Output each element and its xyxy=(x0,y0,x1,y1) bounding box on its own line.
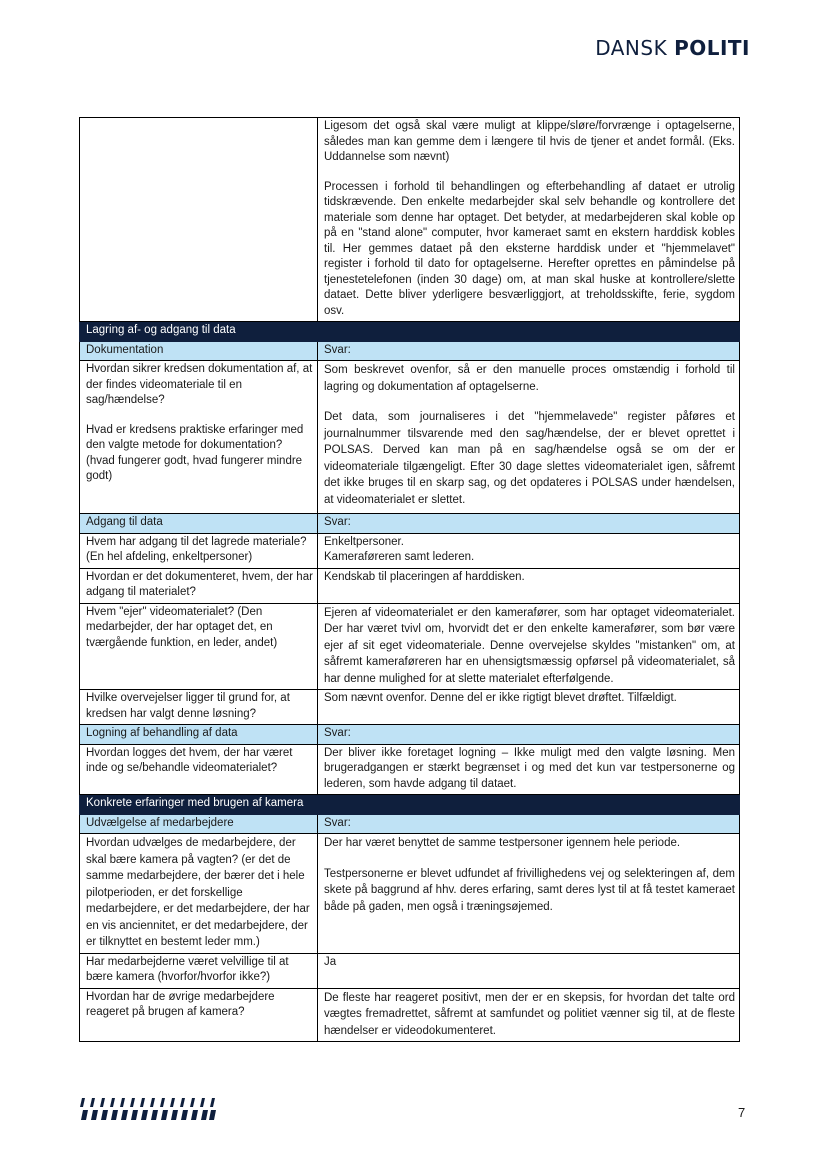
question-text: Hvordan sikrer kredsen dokumentation af, at der findes videomateriale til en sag/hændelse? xyxy=(86,363,313,406)
answer-cell xyxy=(318,834,740,954)
svar-label: Svar: xyxy=(318,725,740,745)
answer-cell xyxy=(318,533,740,568)
table-row xyxy=(80,118,740,322)
question-cell: Hvem har adgang til det lagrede materiale? (En hel afdeling, enkeltpersoner) xyxy=(80,533,318,568)
section-header-row xyxy=(80,795,740,815)
table-row xyxy=(80,953,740,988)
page-number: 7 xyxy=(738,1105,746,1120)
answer-cell: Som nævnt ovenfor. Denne del er ikke rigtigt blevet drøftet. Tilfældigt. xyxy=(318,690,740,725)
table-row xyxy=(80,988,740,1042)
question-cell: Har medarbejderne været velvillige til at bære kamera (hvorfor/hvorfor ikke?) xyxy=(80,953,318,988)
subheading-documentation: Dokumentation xyxy=(80,341,318,361)
subheader-row xyxy=(80,341,740,361)
section-header-row xyxy=(80,322,740,342)
answer-text: Enkeltpersoner. xyxy=(324,535,404,548)
question-cell: Hvordan udvælges de medarbejdere, der skal bære kamera på vagten? (er det de samme medarbejdere, der bærer det i hele pilotperioden, er det forskellige medarbejdere, er det medarbejdere, der har en vis anciennitet, er det medarbejdere, der er tilknyttet en bestemt leder mm.) xyxy=(80,834,318,954)
politi-stripes-logo xyxy=(80,1096,218,1122)
empty-cell xyxy=(318,795,740,815)
answer-cell: De fleste har reageret positivt, men der er en skepsis, for hvordan det talte ord vægtes fremadrettet, såfremt at samfundet og politiet vænner sig til, at de fleste hændelser er videodokumenteret. xyxy=(318,988,740,1042)
subheading-access: Adgang til data xyxy=(80,514,318,534)
answer-text: Kameraføreren samt lederen. xyxy=(324,551,475,563)
answer-cell xyxy=(318,118,740,322)
answer-cell: Kendskab til placeringen af harddisken. xyxy=(318,568,740,603)
question-text: Hvad er kredsens praktiske erfaringer med den valgte metode for dokumentation? (hvad fungerer godt, hvad fungerer mindre godt) xyxy=(86,423,304,482)
subheader-row xyxy=(80,814,740,834)
section-title-experience: Konkrete erfaringer med brugen af kamera xyxy=(80,795,318,815)
answer-text: Det data, som journaliseres i det "hjemmelavede" register påføres et journalnummer tilsvarende med den sag/hændelse, der er blevet oprettet i POLSAS. Derved kan man på en sag/hændelse også se om der er videomateriale tilgængeligt. Efter 30 dage slettes videomaterialet igen, såfremt det ikke bruges til en skarp sag, og det opdateres i POLSAS under hændelsen, at videomaterialet er slettet. xyxy=(324,411,735,506)
svar-label: Svar: xyxy=(318,514,740,534)
question-cell: Hvilke overvejelser ligger til grund for, at kredsen har valgt denne løsning? xyxy=(80,690,318,725)
table-row xyxy=(80,361,740,514)
svar-label: Svar: xyxy=(318,814,740,834)
question-cell: Hvordan har de øvrige medarbejdere reageret på brugen af kamera? xyxy=(80,988,318,1042)
question-cell: Hvordan er det dokumenteret, hvem, der har adgang til materialet? xyxy=(80,568,318,603)
intro-paragraph-2: Processen i forhold til behandlingen og efterbehandling af dataet er utrolig tidskrævende. Den enkelte medarbejder skal selv behandle og kontrollere det materiale som denne har optaget. Det betyder, at medarbejderen skal koble op på en "stand alone" computer, hvor kameraet samt en ekstern harddisk kobles til. Her gemmes dataet på den eksterne harddisk under et "hjemmelavet" register i forhold til dato for optagelserne. Herefter oprettes en påmindelse på tjenestetelefonen (inden 30 dage) om, at man skal huske at kontrollere/slette dataet. Dette bliver yderligere besværliggjort, at treholdsskifte, ferie, sygdom osv. xyxy=(324,180,735,317)
answer-cell: Ja xyxy=(318,953,740,988)
question-cell: Hvordan logges det hvem, der har været inde og se/behandle videomaterialet? xyxy=(80,744,318,795)
question-cell xyxy=(80,361,318,514)
section-title-storage: Lagring af- og adgang til data xyxy=(80,322,740,342)
document-table xyxy=(79,117,740,1042)
answer-text: Som beskrevet ovenfor, så er den manuelle proces omstændig i forhold til lagring og dokumentation af optagelserne. xyxy=(324,364,735,393)
subheading-selection: Udvælgelse af medarbejdere xyxy=(80,814,318,834)
table-row xyxy=(80,744,740,795)
table-row xyxy=(80,568,740,603)
table-row xyxy=(80,834,740,954)
table-row xyxy=(80,533,740,568)
question-cell: Hvem "ejer" videomaterialet? (Den medarbejder, der har optaget det, en tværgående funktion, en leder, andet) xyxy=(80,603,318,690)
svar-label: Svar: xyxy=(318,341,740,361)
table-row xyxy=(80,603,740,690)
table-row xyxy=(80,690,740,725)
dansk-politi-logo: DANSK POLITI xyxy=(595,36,750,60)
answer-cell: Ejeren af videomaterialet er den kamerafører, som har optaget videomaterialet. Der har været tvivl om, hvorvidt det er den enkelte kamerafører, som bør være ejer af sit eget videomateriale. Denne overvejelse skyldes "mistanken" om, at såfremt kameraføreren har en uhensigtsmæssig opførsel på videomaterialet, så har denne mulighed for at slette materialet efterfølgende. xyxy=(318,603,740,690)
intro-paragraph-1: Ligesom det også skal være muligt at klippe/sløre/forvrænge i optagelserne, således man kan gemme dem i længere til hvis de tjener et andet formål. (Eks. Uddannelse som nævnt) xyxy=(324,120,735,163)
subheader-row xyxy=(80,514,740,534)
subheading-logging: Logning af behandling af data xyxy=(80,725,318,745)
answer-cell xyxy=(318,361,740,514)
empty-cell xyxy=(80,118,318,322)
subheader-row xyxy=(80,725,740,745)
answer-text: Testpersonerne er blevet udfundet af frivillighedens vej og selekteringen af, dem skete på baggrund af hhv. deres erfaring, samt deres lyst til at få testet kameraet både på gaden, men også i træningsøjemed. xyxy=(324,867,735,913)
answer-text: Der har været benyttet de samme testpersoner igennem hele periode. xyxy=(324,837,681,849)
answer-cell: Der bliver ikke foretaget logning – Ikke muligt med den valgte løsning. Men brugeradgangen er stærkt begrænset i og med det kun var testpersonerne og lederen, som havde adgang til dataet. xyxy=(318,744,740,795)
